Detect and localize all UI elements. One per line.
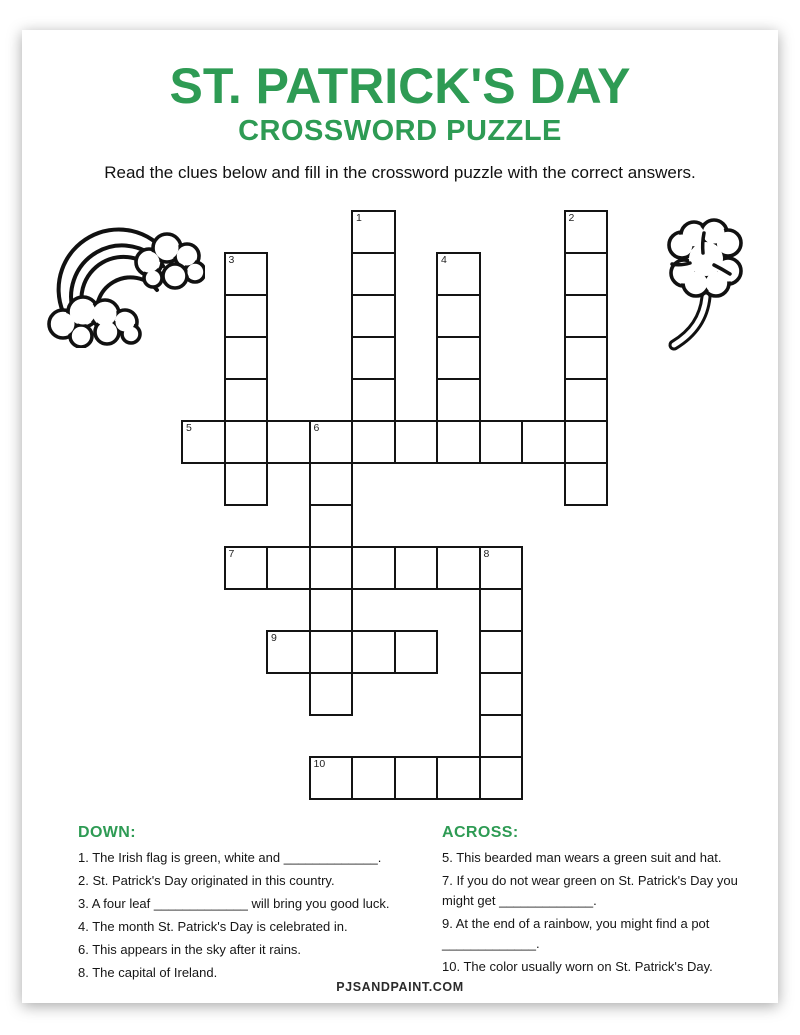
shamrock-icon — [656, 213, 744, 353]
clue-item-across-7: 7. If you do not wear green on St. Patrick's Day you might get _____________. — [442, 873, 738, 908]
grid-cell — [479, 630, 524, 674]
across-clue-list — [442, 848, 742, 977]
grid-cell — [479, 672, 524, 716]
grid-cell — [266, 546, 311, 590]
cell-number: 9 — [271, 632, 277, 644]
grid-cell — [266, 420, 311, 464]
cell-number: 4 — [441, 254, 447, 266]
cell-number: 3 — [228, 254, 235, 266]
clue-item-across-10: 10. The color usually worn on St. Patrick's Day. — [442, 959, 713, 974]
cell-number: 5 — [186, 422, 192, 434]
grid-cell — [564, 294, 609, 338]
down-clues-column — [78, 825, 430, 986]
grid-cell — [394, 630, 439, 674]
grid-cell — [224, 252, 269, 296]
instruction-text: Read the clues below and fill in the crossword puzzle with the correct answers. — [104, 163, 696, 182]
worksheet-page — [22, 30, 778, 1003]
grid-cell — [564, 420, 609, 464]
crossword-grid — [181, 210, 610, 800]
grid-cell — [309, 756, 354, 800]
grid-cell — [309, 672, 354, 716]
footer-credit: PJSANDPAINT.COM — [336, 980, 464, 994]
grid-cell — [224, 336, 269, 380]
grid-cell — [436, 756, 481, 800]
grid-cell — [436, 336, 481, 380]
grid-cell — [351, 210, 396, 254]
clue-item-down-1: 1. The Irish flag is green, white and _____________. — [78, 850, 382, 865]
grid-cell — [521, 420, 566, 464]
grid-cell — [394, 546, 439, 590]
grid-cell — [436, 420, 481, 464]
cell-number: 10 — [313, 758, 326, 770]
grid-cell — [564, 210, 609, 254]
grid-cell — [564, 336, 609, 380]
grid-cell — [309, 630, 354, 674]
down-clue-list — [78, 848, 430, 983]
grid-cell — [309, 420, 354, 464]
page-title: ST. PATRICK'S DAY — [169, 58, 631, 114]
grid-cell — [351, 378, 396, 422]
grid-cell — [309, 504, 354, 548]
grid-cell — [351, 420, 396, 464]
cell-number: 6 — [313, 422, 320, 434]
grid-cell — [351, 756, 396, 800]
clue-item-down-6: 6. This appears in the sky after it rains. — [78, 942, 302, 957]
down-heading: DOWN: — [78, 824, 136, 841]
grid-cell — [436, 252, 481, 296]
clue-item-across-5: 5. This bearded man wears a green suit and hat. — [442, 850, 722, 865]
grid-cell — [479, 714, 524, 758]
grid-cell — [181, 420, 226, 464]
clover-leaves — [669, 220, 741, 296]
cloud-bottom-left — [49, 297, 140, 347]
clue-item-down-3: 3. A four leaf _____________ will bring you good luck. — [78, 896, 390, 911]
cell-number: 1 — [356, 212, 362, 224]
clue-item-down-8: 8. The capital of Ireland. — [78, 965, 218, 980]
cell-number: 7 — [228, 548, 235, 560]
across-heading: ACROSS: — [442, 824, 519, 841]
grid-cell — [224, 378, 269, 422]
grid-cell — [224, 294, 269, 338]
page-subtitle: CROSSWORD PUZZLE — [238, 115, 562, 147]
grid-cell — [309, 546, 354, 590]
grid-cell — [479, 588, 524, 632]
grid-cell — [436, 546, 481, 590]
grid-cell — [351, 294, 396, 338]
clue-item-down-4: 4. The month St. Patrick's Day is celebrated in. — [78, 919, 348, 934]
grid-cell — [394, 420, 439, 464]
across-clues-column — [442, 825, 742, 980]
grid-cell — [564, 462, 609, 506]
grid-cell — [564, 252, 609, 296]
grid-cell — [394, 756, 439, 800]
grid-cell — [436, 294, 481, 338]
grid-cell — [224, 420, 269, 464]
grid-cell — [564, 378, 609, 422]
clue-item-across-9: 9. At the end of a rainbow, you might find a pot _____________. — [442, 916, 710, 951]
grid-cell — [266, 630, 311, 674]
grid-cell — [436, 378, 481, 422]
grid-cell — [309, 462, 354, 506]
grid-cell — [351, 630, 396, 674]
grid-cell — [479, 420, 524, 464]
grid-cell — [351, 546, 396, 590]
grid-cell — [351, 336, 396, 380]
clue-item-down-2: 2. St. Patrick's Day originated in this country. — [78, 873, 335, 888]
grid-cell — [479, 546, 524, 590]
grid-cell — [224, 462, 269, 506]
cell-number: 2 — [568, 212, 575, 224]
cell-number: 8 — [483, 548, 490, 560]
grid-cell — [351, 252, 396, 296]
grid-cell — [479, 756, 524, 800]
grid-cell — [224, 546, 269, 590]
grid-cell — [309, 588, 354, 632]
